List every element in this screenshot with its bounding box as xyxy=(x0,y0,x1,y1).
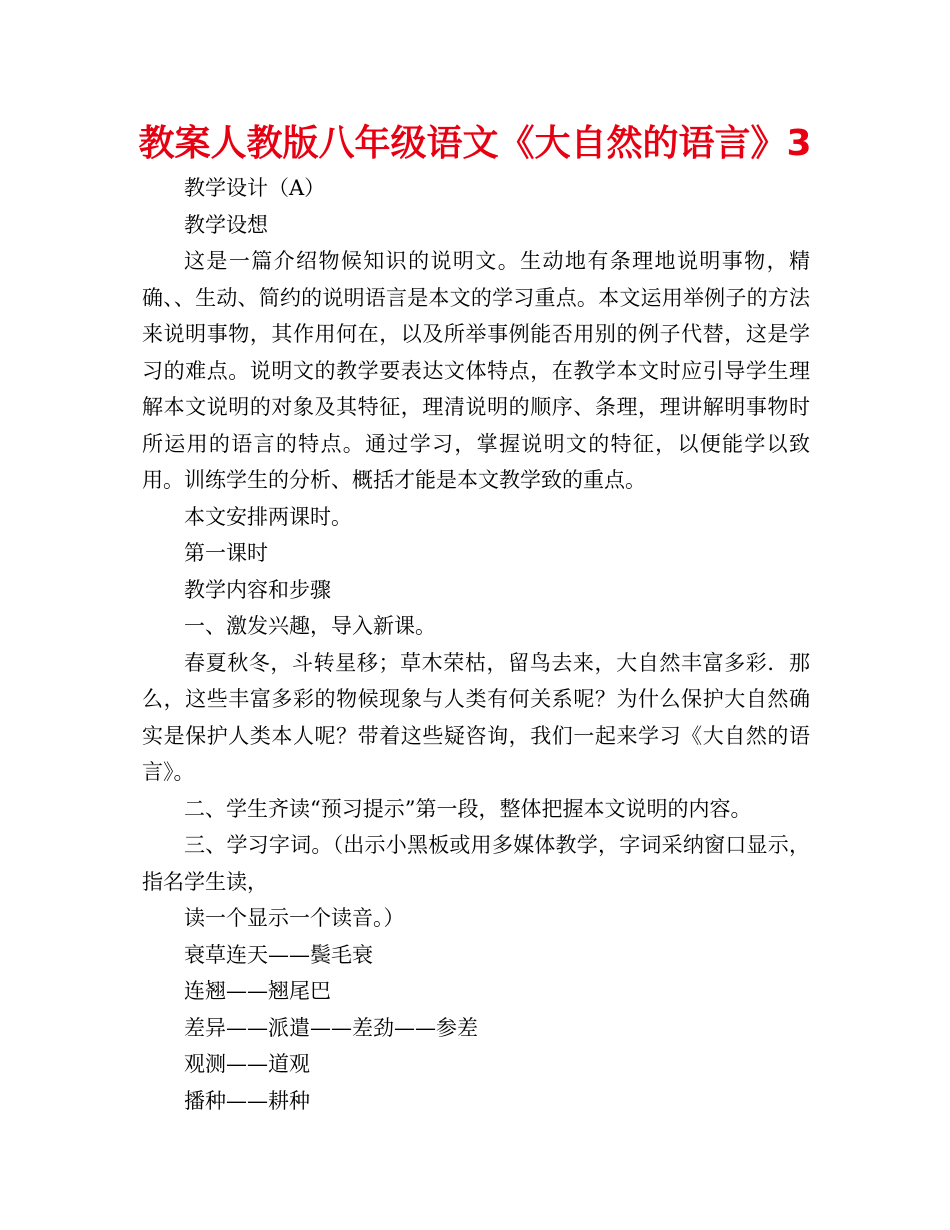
document-title: 教案人教版八年级语文《大自然的语言》3 xyxy=(138,123,812,164)
paragraph-step-three: 三、学习字词。（出示小黑板或用多媒体教学，字词采纳窗口显示，指名学生读， xyxy=(142,833,810,894)
vocab-item: 连翘——翘尾巴 xyxy=(184,979,331,1003)
paragraph-step-three-note: 读一个显示一个读音。） xyxy=(184,906,405,930)
paragraph-teaching-idea: 这是一篇介绍物候知识的说明文。生动地有条理地说明事物，精确、、生动、简约的说明语言是本文的学习重点。本文运用举例子的方法来说明事物，其作用何在，以及所举事例能否用别的例子代替，这是学习的难点。说明文的教学要表达文体特点，在教学本文时应引导学生理解本文说明的对象及其特征，理清说明的顺序、条理，理讲解明事物时所运用的语言的特点。通过学习，掌握说明文的特征，以便能学以致用。训练学生的分析、概括才能是本文教学致的重点。 xyxy=(142,249,810,492)
vocab-item: 播种——耕种 xyxy=(184,1088,310,1113)
paragraph-steps-heading: 教学内容和步骤 xyxy=(184,577,331,602)
paragraph-lesson-count: 本文安排两课时。 xyxy=(184,504,352,529)
paragraph-teaching-idea-heading: 教学设想 xyxy=(184,212,268,237)
vocab-item: 观测——道观 xyxy=(184,1052,310,1076)
paragraph-step-two: 二、学生齐读“预习提示”第一段，整体把握本文说明的内容。 xyxy=(184,796,752,821)
paragraph-step-one: 一、激发兴趣，导入新课。 xyxy=(184,614,436,638)
paragraph-intro-text: 春夏秋冬，斗转星移；草木荣枯，留鸟去来，大自然丰富多彩．那么，这些丰富多彩的物候现象与人类有何关系呢？为什么保护大自然确实是保护人类本人呢？带着这些疑咨询，我们一起来学习《大自然的语言》。 xyxy=(142,650,810,784)
paragraph-design-label: 教学设计（A） xyxy=(184,176,326,200)
paragraph-first-lesson: 第一课时 xyxy=(184,541,268,565)
vocab-item: 差异——派遣——差劲——参差 xyxy=(184,1015,478,1040)
document-body xyxy=(142,170,810,1119)
vocab-item: 衰草连天——鬓毛衰 xyxy=(184,942,373,967)
